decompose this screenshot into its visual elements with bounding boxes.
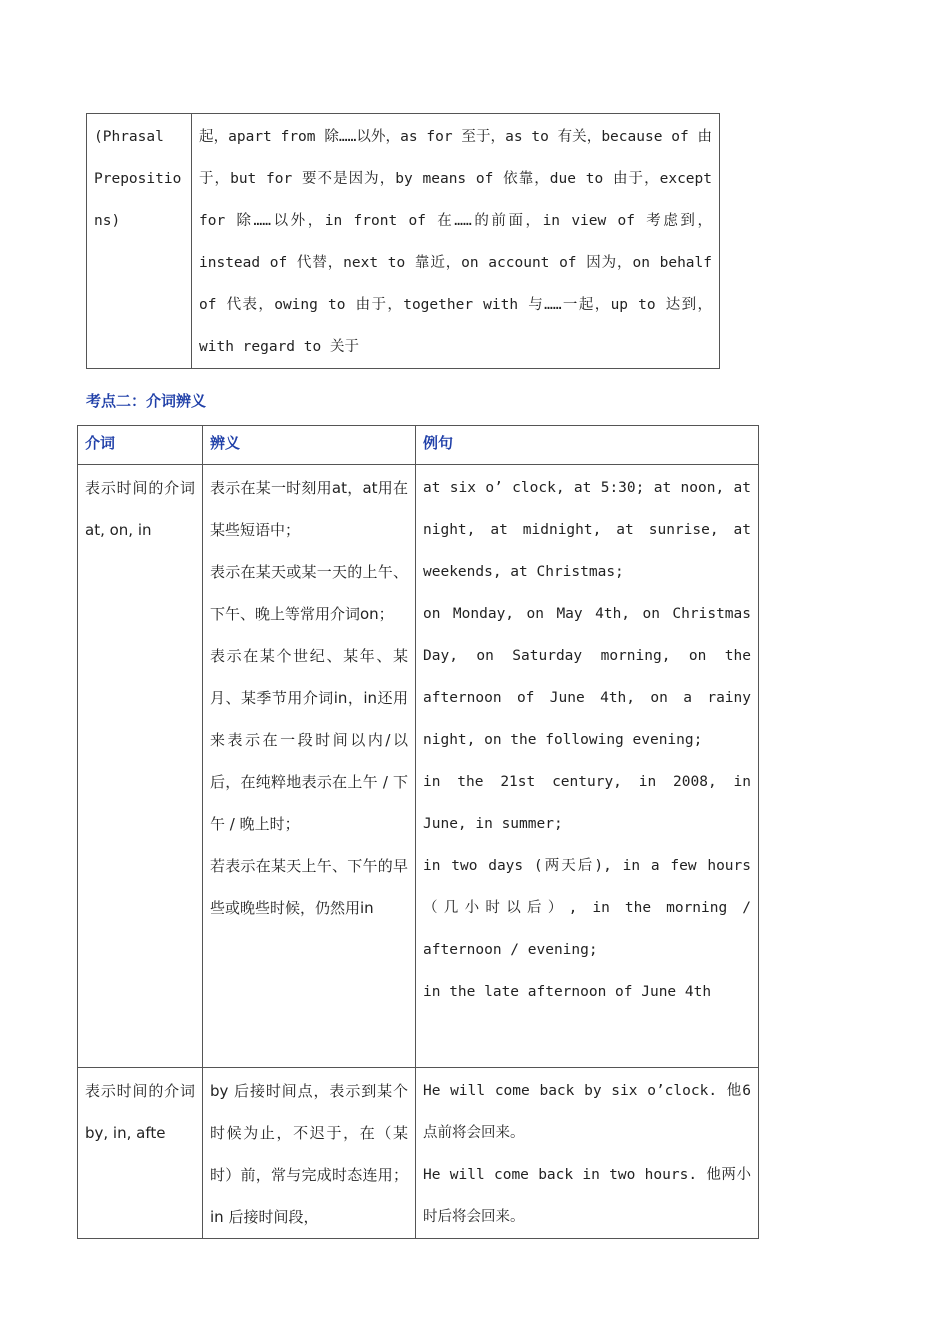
example-in-hours: He will come back in two hours. 他两小时后将会回来。 xyxy=(423,1167,751,1225)
phrasal-prepositions-label: (Phrasal Prepositions) xyxy=(87,114,192,369)
row2-preposition: 表示时间的介词by, in, afte xyxy=(78,1068,203,1239)
example-at: at six o’ clock, at 5:30; at noon, at night, at midnight, at sunrise, at weekends, at Christmas; xyxy=(423,480,751,580)
header-preposition: 介词 xyxy=(78,426,203,465)
example-by: He will come back by six o’clock. 他6点前将会回来。 xyxy=(423,1083,751,1141)
header-meaning: 辨义 xyxy=(203,426,416,465)
row1-examples xyxy=(416,465,759,1068)
header-examples: 例句 xyxy=(416,426,759,465)
phrasal-prepositions-table xyxy=(86,113,720,369)
row1-preposition: 表示时间的介词at, on, in xyxy=(78,465,203,1068)
preposition-distinction-table xyxy=(77,425,759,1239)
example-in-year: in the 21st century, in 2008, in June, in summer; xyxy=(423,774,751,832)
meaning-at: 表示在某一时刻用at，at用在某些短语中； xyxy=(210,479,408,539)
row2-meaning: by 后接时间点，表示到某个时候为止，不迟于，在（某时）前，常与完成时态连用；in 后接时间段， xyxy=(203,1068,416,1239)
example-in-duration: in two days (两天后), in a few hours （几小时以后）, in the morning / afternoon / evening; xyxy=(423,858,751,958)
example-on: on Monday, on May 4th, on Christmas Day, on Saturday morning, on the afternoon of June 4th, on a rainy night, on the following evening; xyxy=(423,606,751,748)
meaning-on: 表示在某天或某一天的上午、下午、晚上等常用介词on； xyxy=(210,563,408,623)
row1-meaning xyxy=(203,465,416,1068)
example-in-late-afternoon: in the late afternoon of June 4th xyxy=(423,984,712,1000)
meaning-in: 表示在某个世纪、某年、某月、某季节用介词in，in还用来表示在一段时间以内/以后，在纯粹地表示在上午 / 下午 / 晚上时； xyxy=(210,647,408,833)
row2-examples xyxy=(416,1068,759,1239)
meaning-in-part-of-day: 若表示在某天上午、下午的早些或晚些时候，仍然用in xyxy=(210,857,408,917)
phrasal-prepositions-list: 起，apart from 除……以外，as for 至于，as to 有关，because of 由于，but for 要不是因为，by means of 依靠，due to 由于，except for 除……以外，in front of 在……的前面，in view of 考虑到，instead of 代替，next to 靠近，on account of 因为，on behalf of 代表，owing to 由于，together with 与……一起，up to 达到，with regard to 关于 xyxy=(192,114,720,369)
section-heading: 考点二：介词辨义 xyxy=(86,392,207,410)
